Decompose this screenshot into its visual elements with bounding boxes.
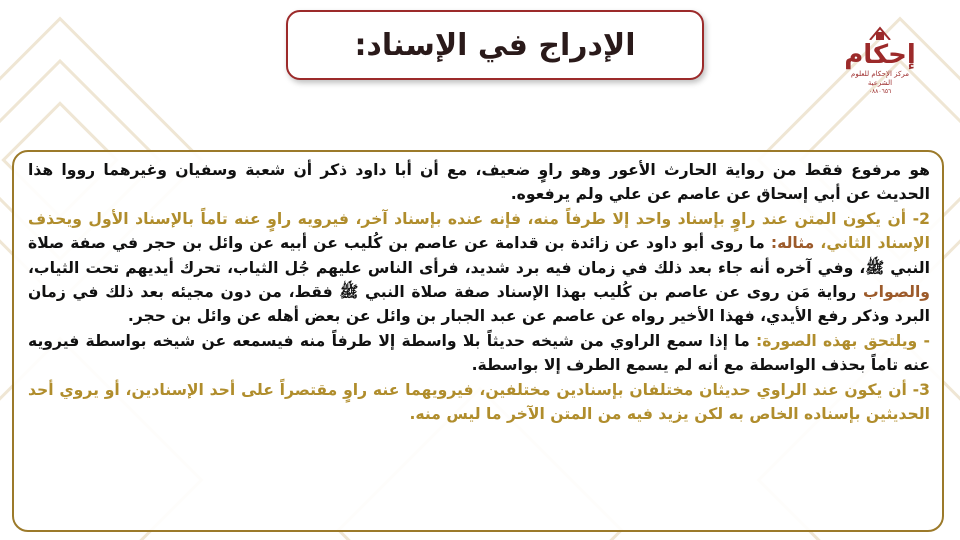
paragraph-1 <box>28 158 930 207</box>
logo-word: إحكام <box>844 40 916 70</box>
logo <box>840 26 920 96</box>
title-box <box>286 10 704 80</box>
related-form-text: ما إذا سمع الراوي من شيخه حديثاً بلا واسطة إلا طرفاً منه فيسمعه عن شيخه بواسطة فيرويه عنه تاماً بحذف الواسطة مع أنه لم يسمع الطرف إلا بواسطة. <box>28 331 930 375</box>
paragraph-3 <box>28 329 930 378</box>
logo-number: ٠٨٨٠٦٥٦ <box>868 88 892 95</box>
paragraph-2 <box>28 207 930 329</box>
content-box <box>12 150 944 532</box>
correct-label: والصواب <box>856 283 930 302</box>
related-form-label: - ويلتحق بهذه الصورة: <box>749 331 930 350</box>
page-title: الإدراج في الإسناد: <box>354 27 636 63</box>
paragraph-text: هو مرفوع فقط من رواية الحارث الأعور وهو راوٍ ضعيف، مع أن أبا داود ذكر أن شعبة وسفيان وغيرهما رووا هذا الحديث عن أبي إسحاق عن عاصم عن علي ولم يرفعوه. <box>28 161 930 204</box>
example-label: مثاله: <box>764 234 815 253</box>
logo-subtitle: مركز الإحكام للعلوم الشرعية <box>851 70 909 87</box>
example-text: ما روى أبو داود عن زائدة بن قدامة عن عاصم بن كُليب عن أبيه عن وائل بن حجر في صفة صلاة النبي ﷺ، وفي آخره أنه جاء بعد ذلك في زمان فيه برد شديد، فرأى الناس عليهم جُل الثياب، تحرك أيديهم تحت الثياب، <box>28 234 930 277</box>
correct-text: رواية مَن روى عن عاصم بن كُليب بهذا الإسناد صفة صلاة النبي ﷺ فقط، من دون مجيئه بعد ذلك في زمان البرد وذكر رفع الأيدي، فهذا الأخير رواه عن عاصم عن عبد الجبار بن وائل عن بعض أهله عن وائل بن حجر. <box>28 283 930 326</box>
logo-icon <box>850 26 910 40</box>
point-3-text: 3- أن يكون عند الراوي حديثان مختلفان بإسنادين مختلفين، فيرويهما عنه راوٍ مقتصراً على أحد الإسنادين، أو يروي أحد الحديثين بإسناده الخاص به لكن يزيد فيه من المتن الآخر ما ليس منه. <box>28 380 930 424</box>
paragraph-4 <box>28 378 930 427</box>
point-2-heading: 2- أن يكون المتن عند راوٍ بإسناد واحد إلا طرفاً منه، فإنه عنده بإسناد آخر، فيرويه راوٍ عنه تاماً بالإسناد الأول ويحذف الإسناد الثاني، <box>28 209 931 253</box>
